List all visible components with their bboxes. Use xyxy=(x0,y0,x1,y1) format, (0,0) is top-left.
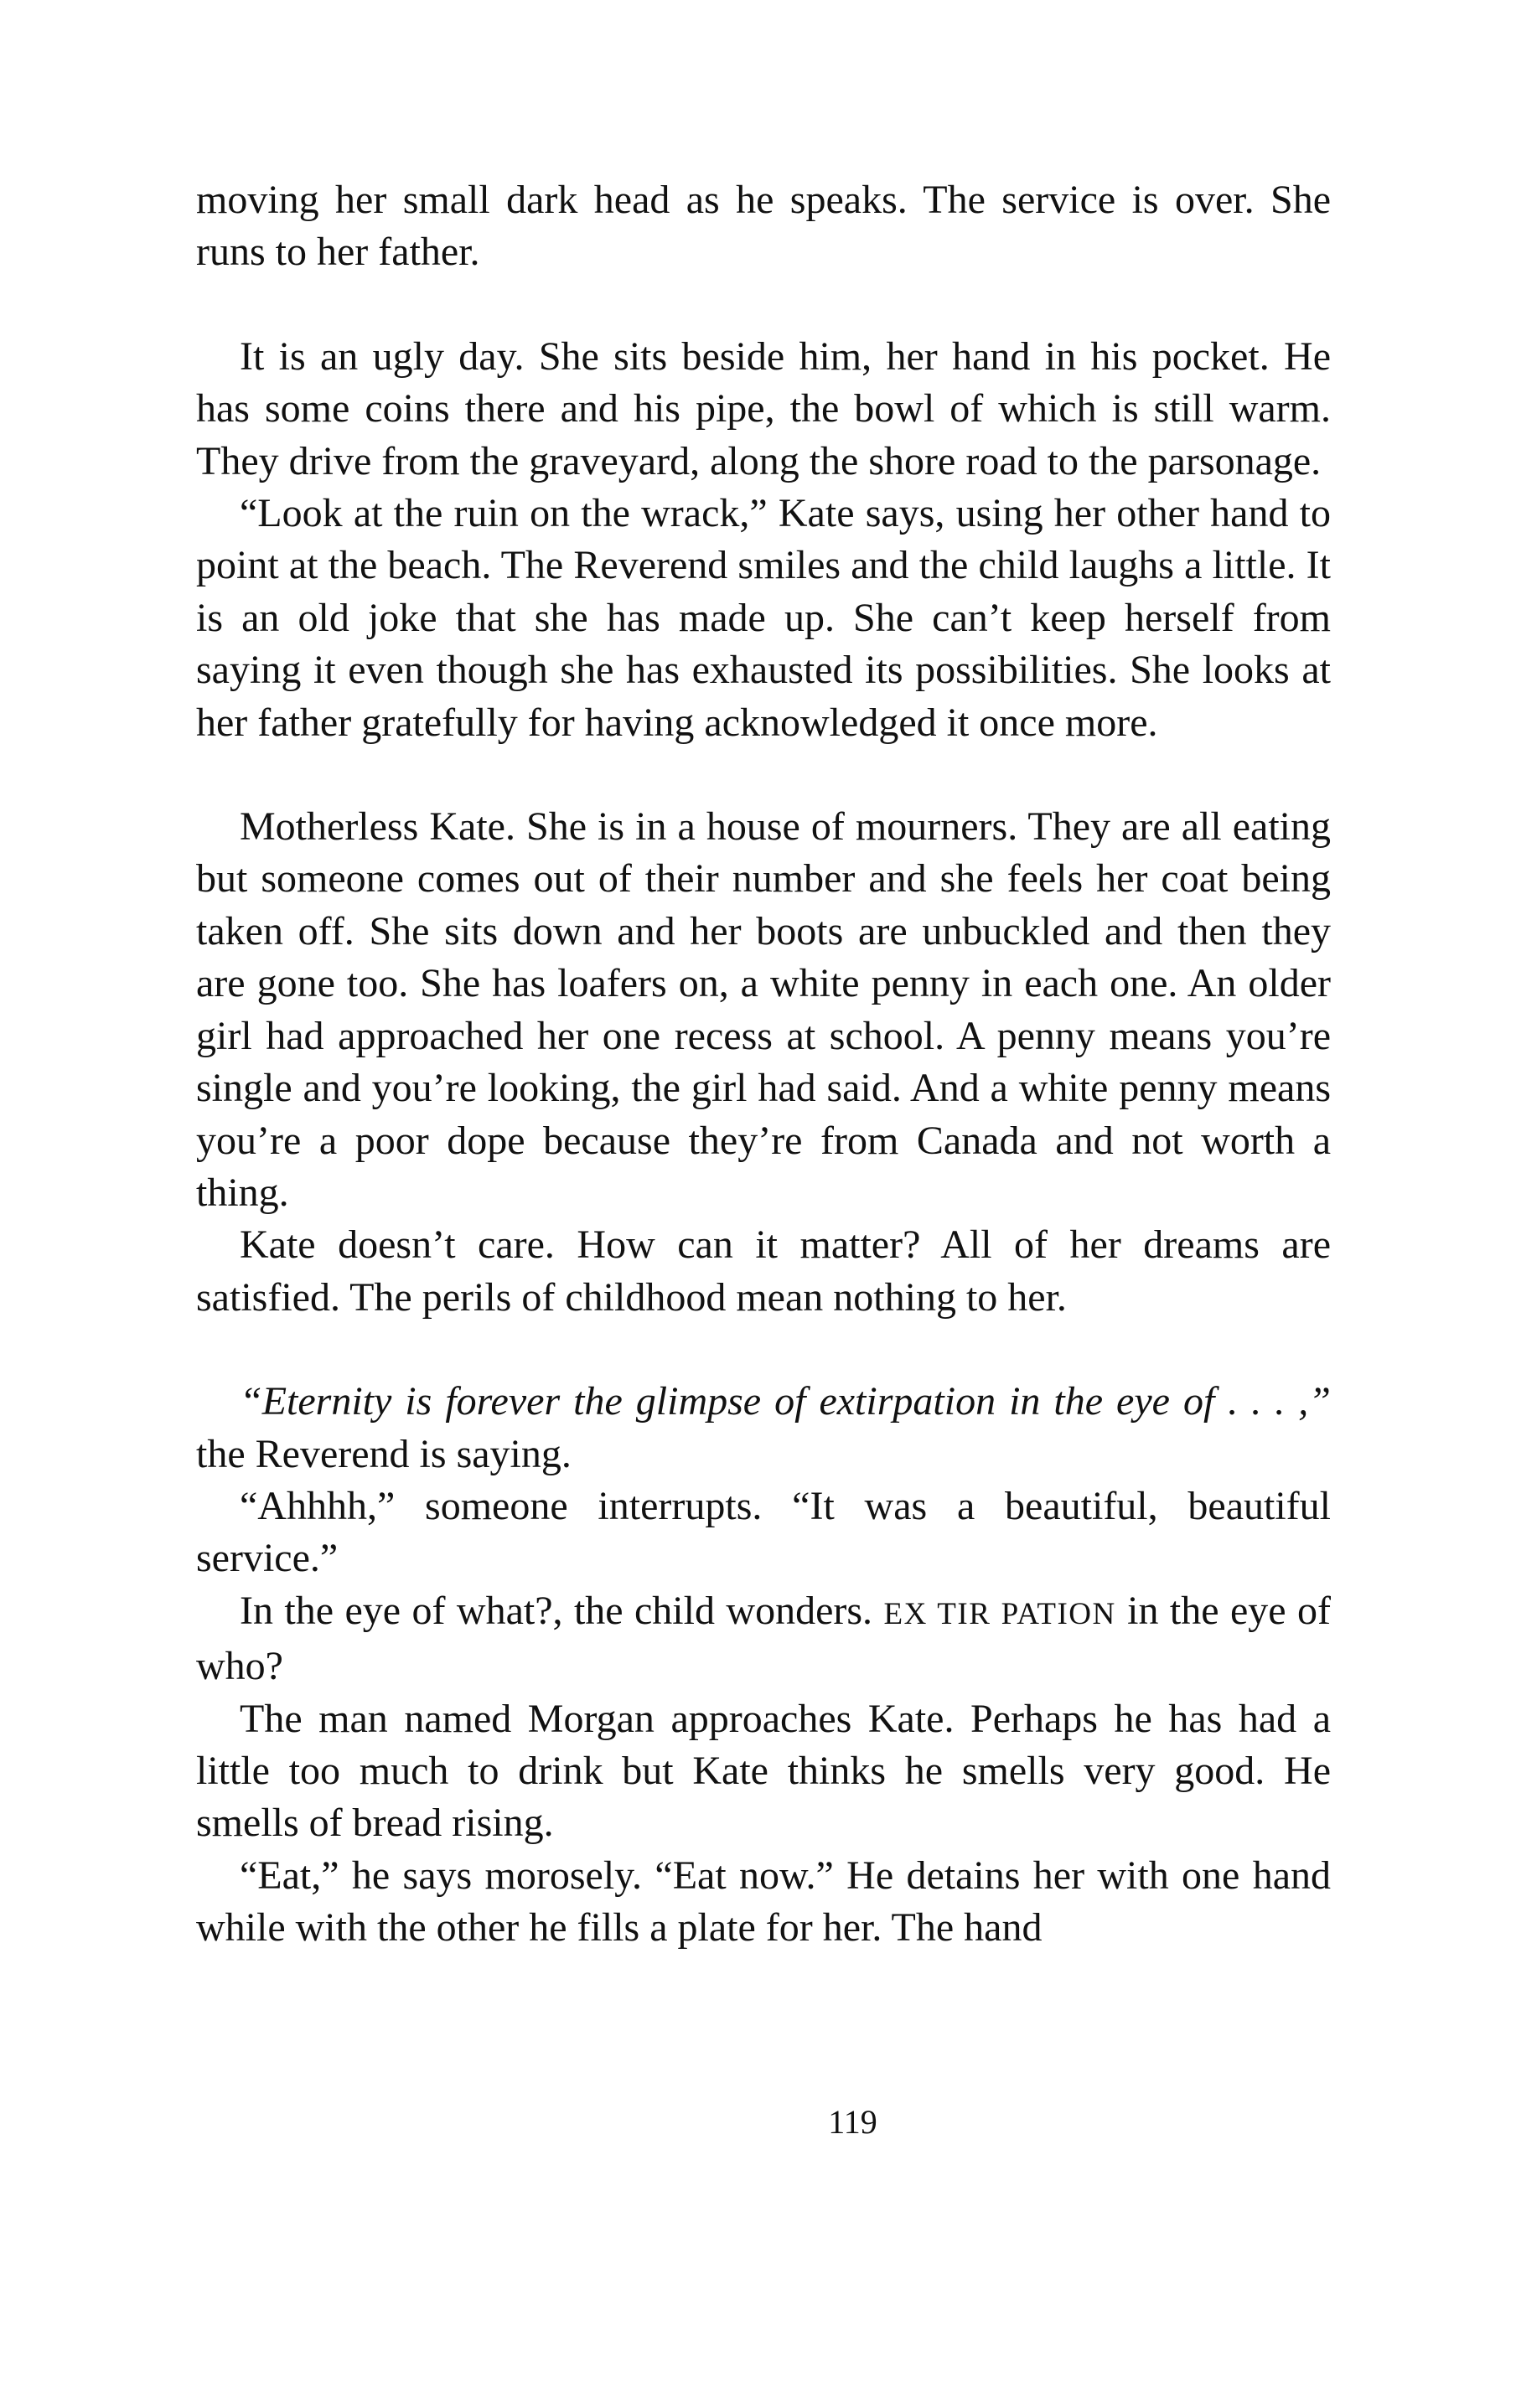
paragraph-ugly-day: It is an ugly day. She sits beside him, her hand in his pocket. He has some coins there and his pipe, the bowl of which is still warm. They drive from the graveyard, along the shore road to the parsonage. xyxy=(196,333,1331,483)
paragraph-eye-of-what xyxy=(196,1585,1331,1693)
page-number: 119 xyxy=(828,2103,877,2141)
eye-of-what-before: In the eye of what?, the child wonders. xyxy=(240,1588,884,1633)
eye-of-what-after: in the eye of who? xyxy=(196,1588,1331,1689)
extirpation-smallcaps: EX TIR PATION xyxy=(883,1596,1116,1631)
paragraph-motherless-kate: Motherless Kate. She is in a house of mourners. They are all eating but someone comes out of their number and she feels her coat being taken off. She sits down and her boots are unbuckled and then they are gone too. She has loafers on, a white penny in each one. An older girl had approached her one recess at school. A penny means you’re single and you’re looking, the girl had said. And a white penny means you’re a poor dope because they’re from Canada and not worth a thing. xyxy=(196,804,1331,1215)
paragraph-eat-now: “Eat,” he says morosely. “Eat now.” He detains her with one hand while with the other he fills a plate for her. The hand xyxy=(196,1853,1331,1951)
body-text xyxy=(196,174,1331,1955)
paragraph-ahhhh: “Ahhhh,” someone interrupts. “It was a beautiful, beautiful service.” xyxy=(196,1483,1331,1581)
paragraph-morgan-approaches: The man named Morgan approaches Kate. Perhaps he has had a little too much to drink but Kate thinks he smells very good. He smells of bread rising. xyxy=(196,1696,1331,1846)
paragraph-eternity-quote xyxy=(196,1376,1331,1480)
eternity-quote-italic: “Eternity is forever the glimpse of extirpation in the eye of . . . ,” xyxy=(240,1379,1331,1424)
paragraph-service-over: moving her small dark head as he speaks. The service is over. She runs to her father. xyxy=(196,178,1331,275)
paragraph-ruin-on-wrack: “Look at the ruin on the wrack,” Kate says, using her other hand to point at the beach. The Reverend smiles and the child laughs a little. It is an old joke that she has made up. She can’t keep herself from saying it even though she has exhausted its possibilities. She looks at her father gratefully for having acknowledged it once more. xyxy=(196,491,1331,745)
eternity-quote-rest: the Reverend is saying. xyxy=(196,1431,572,1476)
paragraph-kate-doesnt-care: Kate doesn’t care. How can it matter? All of her dreams are satisfied. The perils of childhood mean nothing to her. xyxy=(196,1222,1331,1320)
